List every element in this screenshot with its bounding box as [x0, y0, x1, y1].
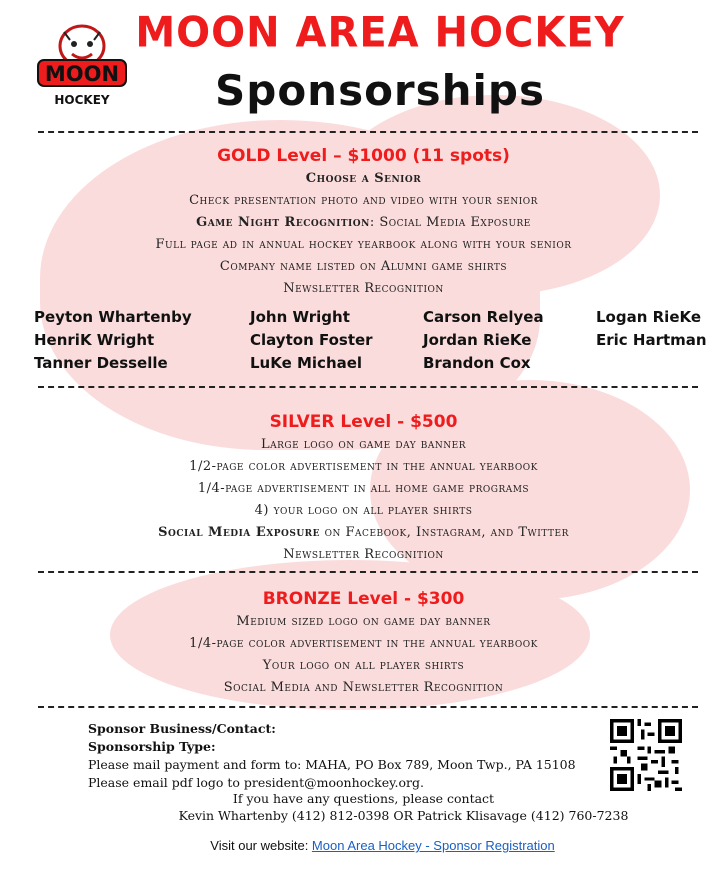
senior-name: LuKe Michael	[250, 354, 363, 372]
divider	[38, 386, 698, 388]
gold-section	[20, 146, 707, 300]
sponsorship-type-label: Sponsorship Type:	[88, 739, 216, 754]
senior-name: Jordan RieKe	[423, 331, 532, 349]
bronze-section	[20, 589, 707, 699]
gold-benefit: Company name listed on Alumni game shirts	[219, 259, 508, 274]
bronze-benefit: 1/4-page color advertisement in the annual yearbook	[189, 636, 538, 651]
senior-name: HenriK Wright	[34, 331, 155, 349]
sponsor-business-label: Sponsor Business/Contact:	[88, 721, 276, 736]
bronze-heading: BRONZE Level - $300	[262, 589, 465, 609]
moon-hockey-logo	[36, 22, 128, 112]
senior-name: Carson Relyea	[423, 308, 544, 326]
questions-text: If you have any questions, please contact	[232, 791, 495, 806]
gold-benefit: Check presentation photo and video with your senior	[189, 193, 538, 208]
page-title: MOON AREA HOCKEY	[135, 8, 625, 58]
senior-name: Eric Hartman	[596, 331, 707, 349]
gold-benefit: Newsletter Recognition	[283, 281, 444, 296]
bronze-benefit: Social Media and Newsletter Recognition	[223, 680, 504, 695]
website-prefix: Visit our website:	[210, 838, 312, 853]
mail-instructions: Please mail payment and form to: MAHA, PO Box 789, Moon Twp., PA 15108	[88, 757, 576, 772]
senior-name: Logan RieKe	[596, 308, 702, 326]
page-subtitle: Sponsorships	[215, 66, 545, 115]
silver-benefit: 4) your logo on all player shirts	[254, 503, 473, 518]
logo-subtext: HOCKEY	[54, 93, 110, 107]
silver-section	[20, 412, 707, 566]
silver-benefit: Large logo on game day banner	[261, 437, 466, 452]
senior-name: Brandon Cox	[423, 354, 531, 372]
gold-benefit: Full page ad in annual hockey yearbook along with your senior	[155, 237, 572, 252]
senior-name: Clayton Foster	[250, 331, 373, 349]
senior-name: John Wright	[250, 308, 350, 326]
divider	[38, 706, 698, 708]
contact-block	[88, 720, 576, 792]
bronze-benefit: Your logo on all player shirts	[262, 658, 465, 673]
divider	[38, 571, 698, 573]
silver-benefit: 1/4-page advertisement in all home game programs	[197, 481, 530, 496]
divider	[38, 131, 698, 133]
contact-names: Kevin Whartenby (412) 812-0398 OR Patrick Klisavage (412) 760-7238	[178, 808, 629, 823]
gold-benefit: Choose a Senior	[305, 171, 422, 186]
senior-name: Peyton Whartenby	[34, 308, 192, 326]
silver-benefit: Newsletter Recognition	[283, 547, 444, 562]
silver-benefit: Social Media Exposure on Facebook, Instagram, and Twitter	[158, 525, 569, 540]
silver-benefit: 1/2-page color advertisement in the annual yearbook	[189, 459, 538, 474]
sponsor-registration-link[interactable]: Moon Area Hockey - Sponsor Registration	[311, 838, 555, 853]
bronze-benefit: Medium sized logo on game day banner	[236, 614, 491, 629]
logo-wordmark: MOON	[44, 62, 120, 86]
website-line	[0, 838, 727, 853]
email-instructions: Please email pdf logo to president@moonhockey.org.	[88, 775, 424, 790]
gold-benefit: Game Night Recognition: Social Media Exposure	[196, 215, 531, 230]
qr-code-icon[interactable]	[610, 719, 682, 791]
senior-name: Tanner Desselle	[34, 354, 168, 372]
silver-heading: SILVER Level - $500	[269, 412, 458, 432]
gold-heading: GOLD Level – $1000 (11 spots)	[217, 146, 510, 166]
